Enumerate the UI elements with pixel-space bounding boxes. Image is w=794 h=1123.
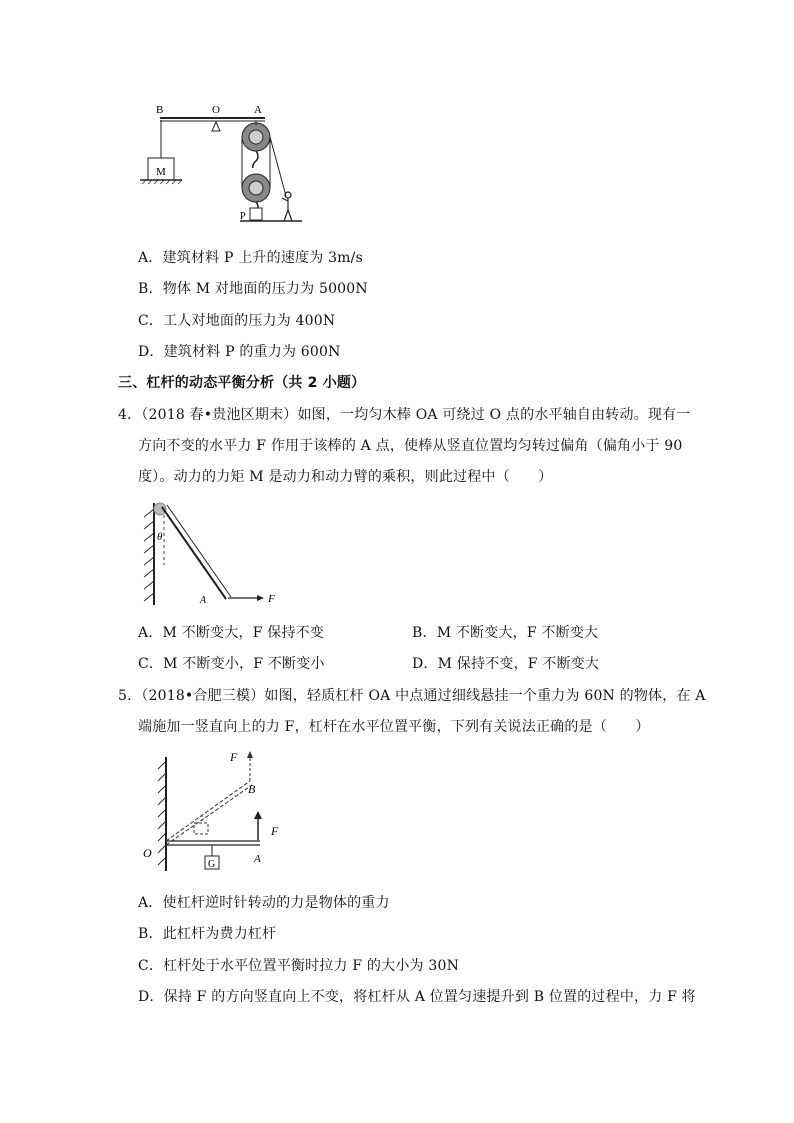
q5-line-2: 端施加一竖直向上的力 F，杠杆在水平位置平衡，下列有关说法正确的是（ ） [138,719,650,735]
q3-option-d: D．建筑材料 P 的重力为 600N [138,344,341,360]
q3-option-c: C．工人对地面的压力为 400N [138,313,336,329]
label-a: A [200,595,207,606]
label-m: M [156,166,166,178]
q4-option-d: D．M 保持不变，F 不断变大 [412,656,600,672]
q3-option-a: A．建筑材料 P 上升的速度为 3m/s [138,250,363,266]
label-f-right: F [271,824,279,838]
label-o: O [143,846,152,860]
label-theta: θ [157,531,163,543]
box-p [250,208,262,220]
label-b: B [248,782,256,796]
q3-option-b: B．物体 M 对地面的压力为 5000N [138,281,368,297]
q5-option-b: B．此杠杆为费力杠杆 [138,926,277,942]
label-b: B [156,104,164,116]
label-o: O [212,104,220,116]
fulcrum [212,122,220,131]
q4-line-2: 方向不变的水平力 F 作用于该棒的 A 点，使棒从竖直位置均匀转过偏角（偏角小于 90 [138,438,683,454]
label-p: P [240,211,246,222]
q4-option-b: B．M 不断变大，F 不断变大 [412,625,599,641]
q5-option-c: C．杠杆处于水平位置平衡时拉力 F 的大小为 30N [138,958,460,974]
q4-option-a: A．M 不断变大，F 保持不变 [138,625,325,641]
figure-rod-wall [140,495,285,610]
label-f-top: F [230,750,238,764]
worker-figure [282,192,292,221]
q4-option-c: C．M 不断变小，F 不断变小 [138,656,325,672]
figure-lever-wall [138,745,298,875]
label-a: A [254,853,261,865]
q4-line-1: 4．（2018 春•贵池区期末）如图，一均匀木棒 OA 可绕过 O 点的水平轴自由转动。现有一 [118,407,691,423]
figure-lever-pulley [140,100,310,225]
q4-line-3: 度）。动力的力矩 M 是动力和动力臂的乘积，则此过程中（ ） [138,469,553,485]
label-a: A [254,104,262,116]
q5-option-a: A．使杠杆逆时针转动的力是物体的重力 [138,895,390,911]
label-f: F [268,593,275,605]
q5-option-d: D．保持 F 的方向竖直向上不变，将杠杆从 A 位置匀速提升到 B 位置的过程中，力 F 将 [138,989,696,1005]
label-g: G [208,859,216,870]
q5-line-1: 5．（2018•合肥三模）如图，轻质杠杆 OA 中点通过细线悬挂一个重力为 60N 的物体，在 A [118,688,706,704]
section-title: 三、杠杆的动态平衡分析（共 2 小题） [118,375,366,391]
rod [162,507,226,599]
